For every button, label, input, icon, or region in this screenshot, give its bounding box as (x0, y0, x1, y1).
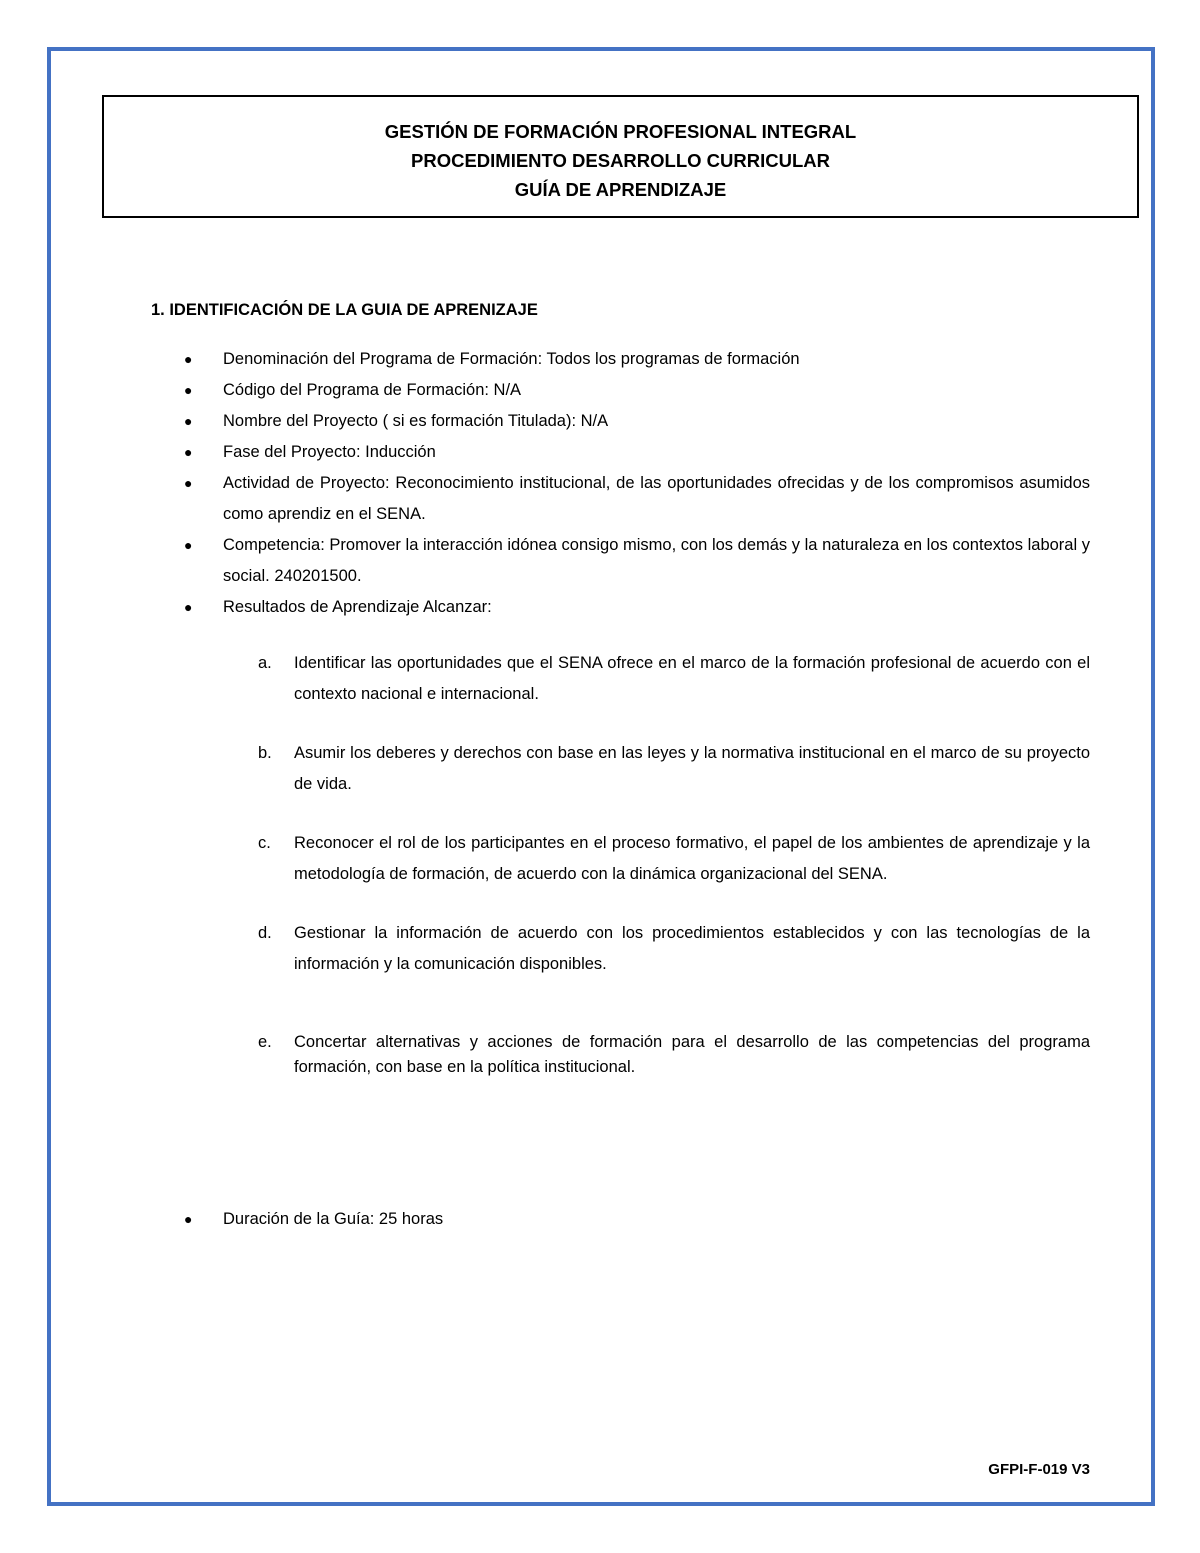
result-text: Gestionar la información de acuerdo con los procedimientos establecidos y con las tecnologías de la información y la comunicación disponibles. (294, 924, 1090, 973)
bullet-icon: ● (184, 537, 193, 553)
list-item-text: Nombre del Proyecto ( si es formación Titulada): N/A (223, 412, 609, 430)
header-title-line-2: PROCEDIMIENTO DESARROLLO CURRICULAR (411, 150, 830, 171)
list-item (0, 344, 1090, 375)
bullet-icon: ● (184, 1211, 193, 1227)
result-text: Reconocer el rol de los participantes en el proceso formativo, el papel de los ambientes de aprendizaje y la metodología de formación, de acuerdo con la dinámica organizacional del SENA. (294, 834, 1090, 883)
result-letter: a. (258, 654, 272, 672)
section-title: 1. IDENTIFICACIÓN DE LA GUIA DE APRENIZAJE (151, 301, 538, 319)
duration-text: Duración de la Guía: 25 horas (223, 1210, 444, 1228)
list-item (0, 437, 1090, 468)
list-item (0, 1204, 1090, 1235)
list-item (0, 592, 1090, 623)
list-item (0, 468, 1090, 530)
bullet-icon: ● (184, 382, 193, 398)
result-text: Concertar alternativas y acciones de formación para el desarrollo de las competencias del programa formación, con base en la política institucional. (294, 1033, 1090, 1076)
list-item-text: Código del Programa de Formación: N/A (223, 381, 522, 399)
learning-result-item (0, 1030, 1090, 1080)
form-code: GFPI-F-019 V3 (988, 1461, 1090, 1478)
result-text: Asumir los deberes y derechos con base en las leyes y la normativa institucional en el marco de su proyecto de vida. (294, 744, 1090, 793)
list-item-text: Resultados de Aprendizaje Alcanzar: (223, 598, 492, 616)
result-letter: e. (258, 1033, 272, 1051)
duration-list (0, 1204, 1090, 1235)
result-letter: b. (258, 744, 272, 762)
result-letter: d. (258, 924, 272, 942)
bullet-icon: ● (184, 599, 193, 615)
list-item (0, 530, 1090, 592)
bullet-icon: ● (184, 413, 193, 429)
header-title-line-1: GESTIÓN DE FORMACIÓN PROFESIONAL INTEGRAL (384, 121, 857, 142)
list-item-text: Fase del Proyecto: Inducción (223, 443, 436, 461)
list-item-text: Competencia: Promover la interacción idónea consigo mismo, con los demás y la naturaleza en los contextos laboral y social. 240201500. (223, 536, 1090, 585)
result-letter: c. (258, 834, 271, 852)
list-item (0, 375, 1090, 406)
header-title-line-3: GUÍA DE APRENDIZAJE (514, 179, 727, 200)
list-item (0, 406, 1090, 437)
learning-result-item (0, 918, 1090, 980)
bullet-icon: ● (184, 351, 193, 367)
bullet-icon: ● (184, 444, 193, 460)
identification-list (0, 344, 1090, 623)
learning-results-list (0, 648, 1090, 1080)
document-header (102, 95, 1139, 218)
list-item-text: Denominación del Programa de Formación: Todos los programas de formación (223, 350, 800, 368)
result-text: Identificar las oportunidades que el SENA ofrece en el marco de la formación profesional de acuerdo con el contexto nacional e internacional. (294, 654, 1090, 703)
learning-result-item (0, 828, 1090, 890)
learning-result-item (0, 738, 1090, 800)
bullet-icon: ● (184, 475, 193, 491)
learning-result-item (0, 648, 1090, 710)
list-item-text: Actividad de Proyecto: Reconocimiento institucional, de las oportunidades ofrecidas y de los compromisos asumidos como aprendiz en el SENA. (223, 474, 1090, 523)
